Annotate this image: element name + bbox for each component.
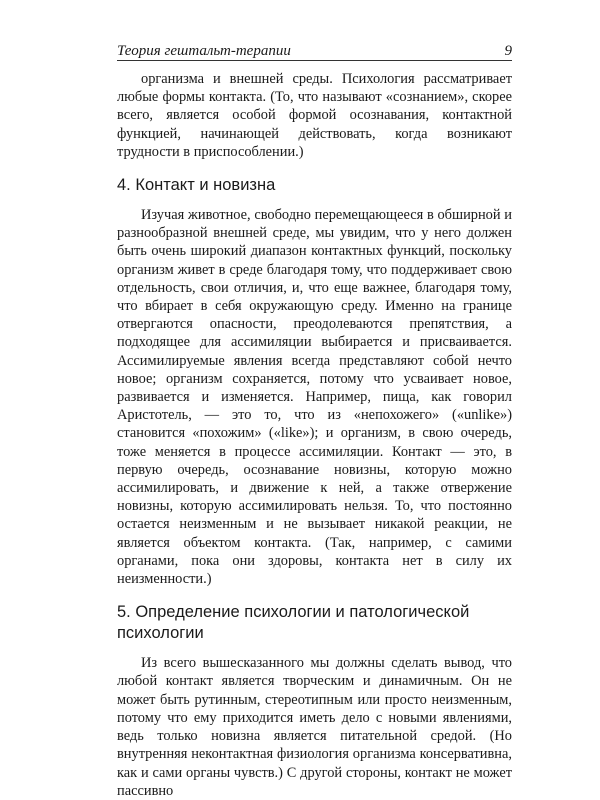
section-heading-contact-novelty: 4. Контакт и новизна: [117, 176, 276, 195]
page-number: 9: [504, 43, 512, 59]
running-head: [117, 38, 512, 60]
section-heading-psychology-definition: 5. Определение психологии и патологической психологии: [117, 603, 470, 643]
paragraph-continued: организма и внешней среды. Психология рассматривает любые формы контакта. (То, что называют «сознанием», скорее всего, является особой формой осознавания, контактной функцией, начинающей действовать, когда возникают трудности в приспособлении.): [117, 71, 512, 160]
header-rule: [117, 60, 512, 61]
page-body: [117, 70, 512, 800]
running-title: Теория гештальт-терапии: [117, 43, 291, 59]
paragraph-contact-novelty: Изучая животное, свободно перемещающееся в обширной и разнообразной внешней среде, мы увидим, что у него должен быть очень широкий диапазон контактных функций, поскольку организм живет в среде благодаря тому, что поддерживает свою отдельность, свои отличия, и, что еще важнее, благодаря тому, что вбирает в себя окружающую среду. Именно на границе отвергаются опасности, преодолеваются препятствия, а подходящее для ассимиляции выбирается и присваивается. Ассимилируемые явления всегда представляют собой нечто новое; организм сохраняется, потому что усваивает новое, развивается и изменяется. Например, пища, как говорил Аристотель, — это то, что из «непохожего» («unlike») становится «похожим» («like»); и организм, в свою очередь, тоже меняется в процессе ассимиляции. Контакт — это, в первую очередь, осознавание новизны, которую можно ассимилировать, и движение к ней, а также отвержение новизны, которую ассимилировать нельзя. То, что постоянно остается неизменным и не вызывает никакой реакции, не является объектом контакта. (Так, например, с самими органами, пока они здоровы, контакта нет в силу их неизменности.): [117, 207, 512, 588]
paragraph-psychology-definition: Из всего вышесказанного мы должны сделать вывод, что любой контакт является творческим и динамичным. Он не может быть рутинным, стереотипным или просто неизменным, потому что ему приходится иметь дело с новыми явлениями, ведь только новизна является питательной средой. (Но внутренняя неконтактная физиология организма консервативна, как и сами органы чувств.) С другой стороны, контакт не может пассивно: [117, 655, 512, 799]
